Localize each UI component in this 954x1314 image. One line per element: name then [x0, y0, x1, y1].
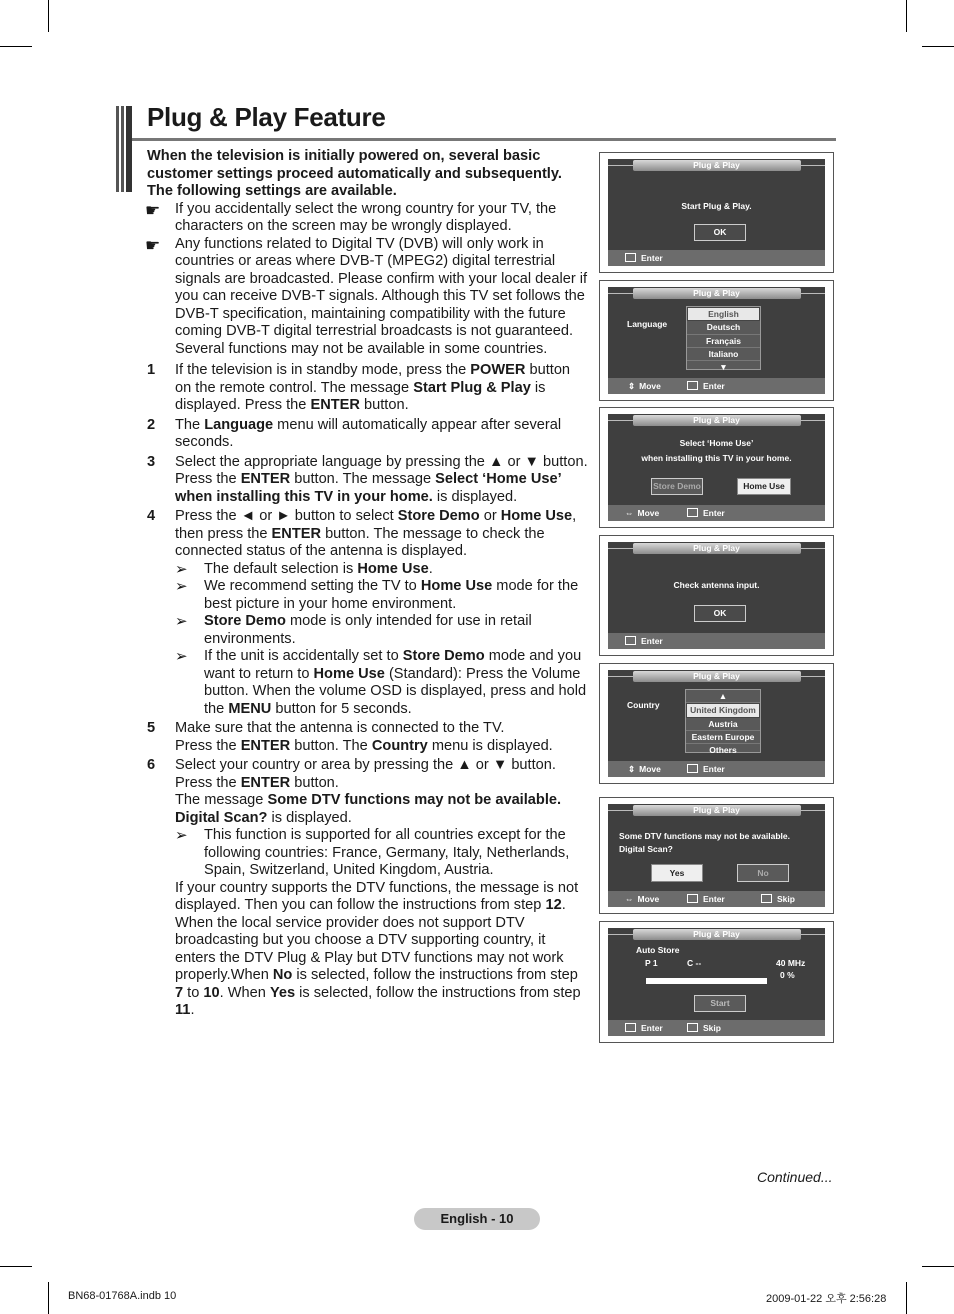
osd-header: Plug & Play — [633, 160, 801, 171]
skip-icon — [761, 894, 772, 903]
osd-header: Plug & Play — [633, 671, 801, 682]
country-list — [685, 689, 761, 756]
country-option[interactable]: Eastern Europe — [686, 731, 760, 744]
note: ☛ If you accidentally select the wrong country for your TV, the characters on the screen may be wrongly displayed. — [145, 200, 557, 234]
osd-message: Check antenna input. — [673, 580, 760, 590]
language-option[interactable]: Deutsch — [687, 321, 760, 334]
file-slug: BN68-01768A.indb 10 — [68, 1290, 177, 1302]
scroll-up-icon[interactable]: ▲ — [686, 690, 760, 703]
page-title: Plug & Play Feature — [147, 102, 386, 132]
osd-auto-store — [599, 921, 834, 1043]
up-down-icon: ⇕ — [628, 381, 636, 391]
osd-message: Digital Scan? — [619, 844, 673, 854]
step-2: 2 The Language menu will automatically appear after several seconds. — [147, 416, 562, 450]
move-hint: ⇔ Move — [625, 894, 660, 904]
frequency: 40 MHz — [776, 958, 806, 968]
note: ☛ Any functions related to Digital TV (DVB) will only work in countries or areas where DVB-T (MPEG2) digital terrestrial signals are broadcasted. Please confirm with your local dealer if you can receive DVB-T signals. Although this TV set follows the DVB-T specification, maintaining compatibility with the future coming DVB-T digital terrestrial broadcasts is not guaranteed. Several functions may not be available in some countries. — [145, 235, 588, 357]
yes-button[interactable]: Yes — [651, 864, 703, 882]
page-number: English - 10 — [414, 1208, 540, 1230]
left-right-icon: ⇔ — [625, 508, 634, 518]
home-use-button[interactable]: Home Use — [737, 478, 791, 495]
step-1: 1 If the television is in standby mode, press the POWER button on the remote control. The message Start Plug & Play is displayed. Press the ENTER button. — [147, 362, 571, 413]
left-right-icon: ⇔ — [625, 894, 634, 904]
step-4: 4 Press the ◄ or ► button to select Store Demo or Home Use, then press the ENTER button. The message to check the connected status of the antenna is displayed. ➢ The default selection is Home Use. ➢ We recommend setting the TV to Home Use mode for the best picture in your home environment. ➢ Store Demo mode is only intended for use in retail environments. ➢ If the unit is accidentally set to Store Demo mode and you want to return to Home Use (Standard): Press the Volume button. When the volume OSD is displayed, press and hold the MENU button for 5 seconds. — [147, 508, 589, 718]
enter-hint: Enter — [687, 378, 725, 394]
ok-button[interactable]: OK — [694, 224, 746, 241]
enter-icon — [687, 894, 698, 903]
channel-number: C -- — [687, 958, 702, 968]
title-rule — [132, 138, 836, 141]
sub-note: ➢ If the unit is accidentally set to Store Demo mode and you want to return to Home Use (Standard): Press the Volume button. When the volume OSD is displayed, press and hold the MENU button for 5 seconds. — [175, 648, 587, 717]
sub-note: ➢ This function is supported for all countries except for the following countries: France, Germany, Italy, Netherlands, Spain, Switzerland, United Kingdom, Austria. — [175, 827, 570, 878]
country-option[interactable]: United Kingdom — [686, 703, 760, 717]
crop-mark — [0, 1266, 32, 1267]
auto-store-title: Auto Store — [636, 945, 680, 955]
enter-icon — [625, 636, 636, 645]
start-button[interactable]: Start — [694, 995, 746, 1012]
osd-message: when installing this TV in your home. — [641, 453, 792, 463]
language-option[interactable]: Italiano — [687, 348, 760, 361]
crop-mark — [48, 1282, 49, 1314]
progress-bar — [646, 978, 767, 984]
enter-icon — [687, 381, 698, 390]
enter-icon — [687, 508, 698, 517]
crop-mark — [922, 1266, 954, 1267]
country-label: Country — [627, 700, 660, 710]
move-hint: ⇔ Move — [625, 508, 660, 518]
skip-icon — [687, 1023, 698, 1032]
continued-label: Continued... — [757, 1169, 833, 1185]
osd-message: Some DTV functions may not be available. — [619, 831, 790, 841]
enter-icon — [625, 1023, 636, 1032]
pointing-hand-icon: ☛ — [145, 235, 161, 255]
osd-country — [599, 663, 834, 784]
enter-hint: Enter — [625, 250, 663, 266]
osd-header: Plug & Play — [633, 288, 801, 299]
skip-hint: Skip — [761, 891, 795, 907]
osd-message: Select ‘Home Use’ — [679, 438, 754, 448]
enter-icon — [687, 764, 698, 773]
progress-percent: 0 % — [780, 970, 795, 980]
language-option[interactable]: Français — [687, 335, 760, 348]
sub-note: ➢ We recommend setting the TV to Home Use mode for the best picture in your home environment. — [175, 578, 579, 612]
enter-hint: Enter — [687, 761, 725, 777]
instructions — [147, 148, 589, 1020]
step-3: 3 Select the appropriate language by pressing the ▲ or ▼ button. Press the ENTER button. The message Select ‘Home Use’ when installing this TV in your home. is displayed. — [147, 453, 588, 505]
osd-language — [599, 280, 834, 401]
osd-check-antenna — [599, 535, 834, 656]
program-number: P 1 — [645, 958, 658, 968]
date-slug: 2009-01-22 오후 2:56:28 — [766, 1293, 887, 1305]
crop-mark — [906, 0, 907, 32]
step-6: 6 Select your country or area by pressing the ▲ or ▼ button. Press the ENTER button. The message Some DTV functions may not be available. Digital Scan? is displayed. ➢ This function is supported for all countries except for the following countries: France, Germany, Italy, Netherlands, Spain, Switzerland, United Kingdom, Austria. If your country supports the DTV functions, the message is not displayed. Then you can follow the instructions from step 12. When the local service provider does not support DTV broadcasting but you choose a DTV supporting country, it enters the DTV Plug & Play but DTV functions may not work properly.When No is selected, follow the instructions from step 7 to 10. When Yes is selected, follow the instructions from step 11. — [147, 757, 589, 1020]
crop-mark — [0, 46, 32, 47]
crop-mark — [922, 46, 954, 47]
enter-hint: Enter — [625, 633, 663, 649]
arrow-note-icon: ➢ — [175, 827, 188, 844]
move-hint: ⇕ Move — [628, 764, 661, 774]
step-5: 5 Make sure that the antenna is connected to the TV. Press the ENTER button. The Country menu is displayed. — [147, 720, 553, 754]
osd-header: Plug & Play — [633, 543, 801, 554]
enter-icon — [625, 253, 636, 262]
arrow-note-icon: ➢ — [175, 613, 188, 630]
country-option[interactable]: Others — [709, 745, 737, 756]
pointing-hand-icon: ☛ — [145, 200, 161, 220]
osd-start-plug-play — [599, 152, 834, 273]
osd-message: Start Plug & Play. — [681, 201, 752, 211]
osd-digital-scan — [599, 797, 834, 914]
enter-hint: Enter — [687, 891, 725, 907]
scroll-down-icon[interactable]: ▼ — [719, 362, 728, 373]
arrow-note-icon: ➢ — [175, 648, 188, 665]
language-option[interactable]: English — [687, 307, 760, 321]
osd-home-use — [599, 407, 834, 528]
ok-button[interactable]: OK — [694, 605, 746, 622]
no-button[interactable]: No — [737, 864, 789, 882]
title-accent-bar — [116, 106, 132, 192]
osd-header: Plug & Play — [633, 805, 801, 816]
language-label: Language — [627, 319, 668, 329]
move-hint: ⇕ Move — [628, 381, 661, 391]
osd-header: Plug & Play — [633, 929, 801, 940]
crop-mark — [48, 0, 49, 32]
enter-hint: Enter — [625, 1020, 663, 1036]
crop-mark — [906, 1282, 907, 1314]
sub-note: ➢ Store Demo mode is only intended for use in retail environments. — [175, 613, 532, 647]
arrow-note-icon: ➢ — [175, 578, 188, 595]
up-down-icon: ⇕ — [628, 764, 636, 774]
arrow-note-icon: ➢ — [175, 560, 188, 578]
country-option[interactable]: Austria — [686, 718, 760, 731]
enter-hint: Enter — [687, 505, 725, 521]
skip-hint: Skip — [687, 1020, 721, 1036]
intro-text: When the television is initially powered on, several basic customer settings proceed automatically and subsequently. The following settings are available. — [147, 148, 562, 199]
osd-header: Plug & Play — [633, 415, 801, 426]
sub-note: ➢ The default selection is Home Use. — [175, 560, 433, 578]
store-demo-button[interactable]: Store Demo — [651, 478, 703, 495]
language-list — [686, 306, 761, 373]
